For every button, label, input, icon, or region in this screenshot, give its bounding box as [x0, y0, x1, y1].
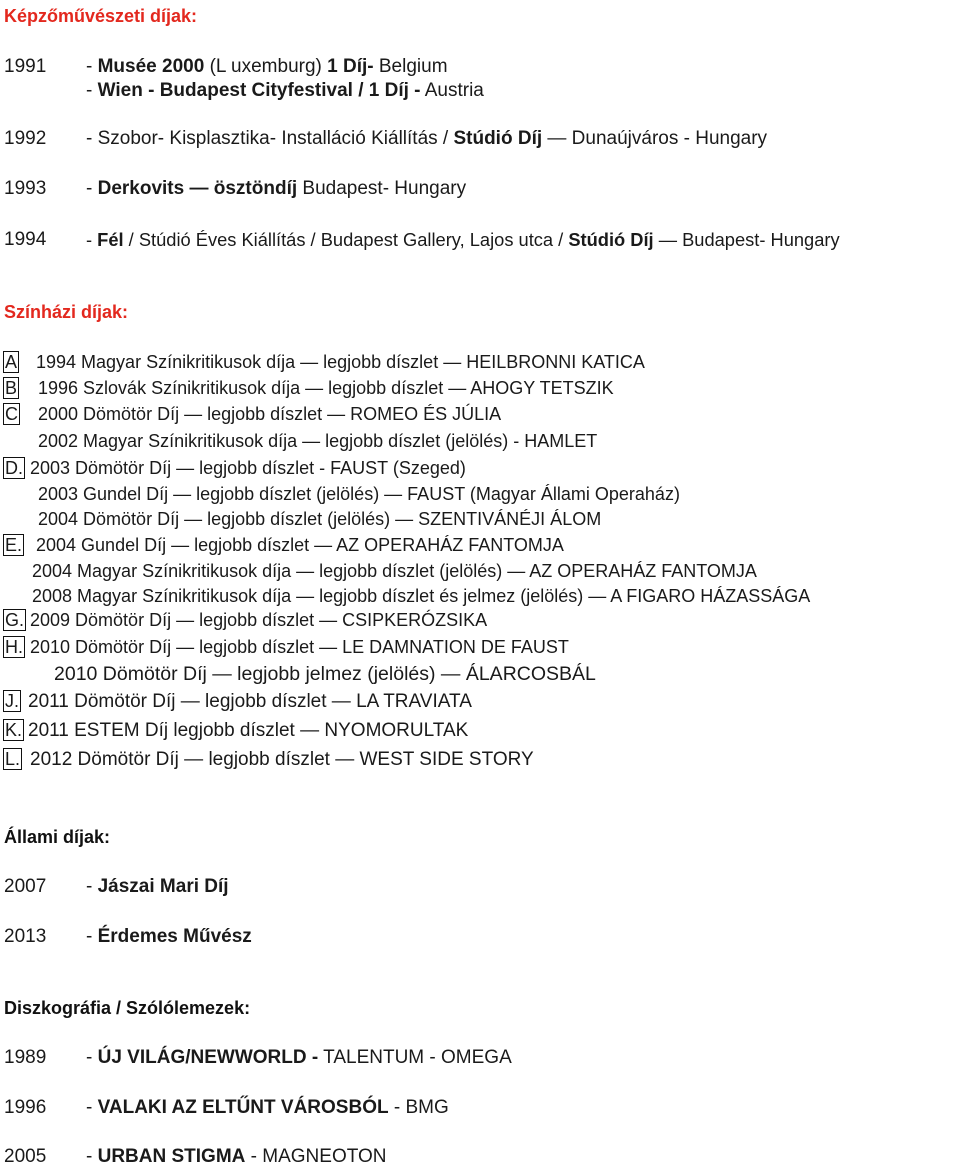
- theatre-marker-box: [3, 351, 23, 373]
- year-2005: 2005: [4, 1146, 47, 1167]
- year-1992: 1992: [4, 128, 47, 149]
- theatre-award-line: 2010 Dömötör Díj — legjobb jelmez (jelölés) — ÁLARCOSBÁL: [54, 663, 596, 685]
- theatre-award-line: 2002 Magyar Színikritikusok díja — legjobb díszlet (jelölés) - HAMLET: [38, 431, 598, 451]
- theatre-award-line: 2009 Dömötör Díj — legjobb díszlet — CSIPKERÓZSIKA: [30, 610, 488, 630]
- theatre-award-line: 2012 Dömötör Díj — legjobb díszlet — WEST SIDE STORY: [30, 749, 534, 770]
- award-1994: - Fél / Stúdió Éves Kiállítás / Budapest Gallery, Lajos utca / Stúdió Díj — Budapest- Hungary: [86, 229, 840, 250]
- marker-label: L.: [5, 749, 21, 769]
- heading-visual-arts: Képzőművészeti díjak:: [4, 6, 198, 26]
- marker-label: K.: [5, 720, 23, 740]
- theatre-award-line: 2003 Dömötör Díj — legjobb díszlet - FAUST (Szeged): [30, 458, 466, 478]
- marker-label: A: [5, 352, 18, 372]
- theatre-award-line: 2004 Dömötör Díj — legjobb díszlet (jelölés) — SZENTIVÁNÉJI ÁLOM: [38, 509, 602, 529]
- year-1994: 1994: [4, 229, 47, 250]
- theatre-award-line: 2010 Dömötör Díj — legjobb díszlet — LE DAMNATION DE FAUST: [30, 637, 569, 657]
- theatre-marker-box: [3, 636, 29, 658]
- theatre-award-line: 1996 Szlovák Színikritikusok díja — legjobb díszlet — AHOGY TETSZIK: [38, 378, 614, 398]
- theatre-marker-box: [3, 403, 24, 425]
- theatre-marker-box: [3, 377, 23, 399]
- year-2007: 2007: [4, 876, 47, 897]
- heading-state-awards: Állami díjak:: [4, 827, 111, 847]
- year-2013: 2013: [4, 926, 47, 947]
- marker-label: E.: [5, 535, 23, 555]
- marker-label: B: [5, 378, 18, 398]
- marker-label: J.: [5, 691, 20, 711]
- award-1993: - Derkovits — ösztöndíj Budapest- Hungary: [86, 178, 467, 199]
- theatre-marker-box: [3, 457, 29, 479]
- year-1996: 1996: [4, 1097, 47, 1118]
- year-1993: 1993: [4, 178, 47, 199]
- year-1991: 1991: [4, 56, 47, 77]
- marker-label: G.: [5, 610, 25, 630]
- heading-theatre: Színházi díjak:: [4, 302, 129, 322]
- marker-label: C: [5, 404, 18, 424]
- award-1991-line1: - Musée 2000 (L uxemburg) 1 Díj- Belgium: [86, 56, 448, 77]
- theatre-marker-box: [3, 748, 26, 770]
- album-1989: - ÚJ VILÁG/NEWWORLD - TALENTUM - OMEGA: [86, 1047, 512, 1068]
- album-1996: - VALAKI AZ ELTŰNT VÁROSBÓL - BMG: [86, 1097, 449, 1118]
- marker-label: H.: [5, 637, 23, 657]
- award-1992: - Szobor- Kisplasztika- Installáció Kiállítás / Stúdió Díj — Dunaújváros - Hungary: [86, 128, 768, 149]
- theatre-award-line: 2011 ESTEM Díj legjobb díszlet — NYOMORULTAK: [28, 720, 469, 741]
- theatre-award-line: 1994 Magyar Színikritikusok díja — legjobb díszlet — HEILBRONNI KATICA: [36, 352, 645, 372]
- theatre-award-line: 2004 Magyar Színikritikusok díja — legjobb díszlet (jelölés) — AZ OPERAHÁZ FANTOMJA: [32, 561, 757, 581]
- state-award-2007: - Jászai Mari Díj: [86, 876, 229, 897]
- theatre-award-line: 2004 Gundel Díj — legjobb díszlet — AZ OPERAHÁZ FANTOMJA: [36, 535, 564, 555]
- album-2005: - URBAN STIGMA - MAGNEOTON: [86, 1146, 387, 1167]
- marker-label: D.: [5, 458, 23, 478]
- theatre-award-line: 2008 Magyar Színikritikusok díja — legjobb díszlet és jelmez (jelölés) — A FIGARO HÁZASSÁGA: [32, 586, 811, 606]
- theatre-marker-box: [3, 534, 28, 556]
- state-award-2013: - Érdemes Művész: [86, 926, 252, 947]
- award-1991-line2: - Wien - Budapest Cityfestival / 1 Díj - Austria: [86, 80, 484, 101]
- theatre-award-line: 2011 Dömötör Díj — legjobb díszlet — LA TRAVIATA: [28, 691, 472, 712]
- theatre-marker-box: [3, 719, 28, 741]
- theatre-award-line: 2000 Dömötör Díj — legjobb díszlet — ROMEO ÉS JÚLIA: [38, 404, 502, 424]
- heading-discography: Diszkográfia / Szólólemezek:: [4, 998, 251, 1018]
- theatre-marker-box: [3, 690, 25, 712]
- year-1989: 1989: [4, 1047, 47, 1068]
- theatre-award-line: 2003 Gundel Díj — legjobb díszlet (jelölés) — FAUST (Magyar Állami Operaház): [38, 484, 680, 504]
- theatre-marker-box: [3, 609, 30, 631]
